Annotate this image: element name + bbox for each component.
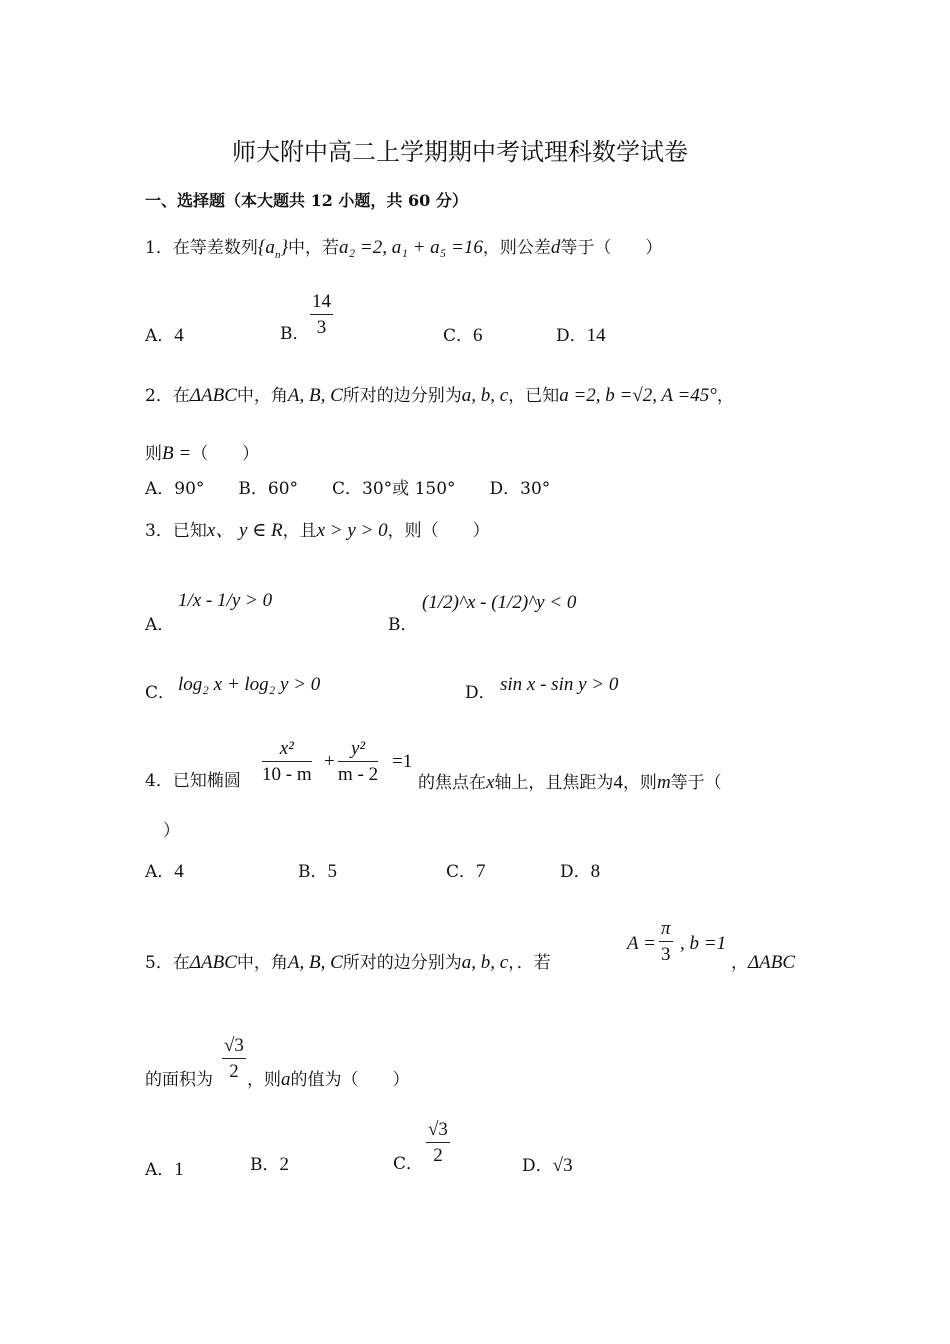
- question-4-lead: 4．已知椭圆: [145, 771, 241, 791]
- option-a[interactable]: A．1: [145, 1159, 184, 1180]
- ellipse-term-x: $\frac{\text{x²}}{10 - m}$: [262, 738, 312, 785]
- condition-formula: a₂ =2, a₁ + a₅ =16: [339, 237, 483, 258]
- question-number: 3．: [145, 521, 173, 541]
- option-d[interactable]: D．14: [556, 325, 606, 346]
- condition-formula: a =2, b =√2, A =45°: [559, 385, 717, 406]
- equals-one: =1: [392, 751, 413, 772]
- sequence-notation: $\{a_n\}$: [257, 237, 289, 261]
- question-number: 1．: [145, 238, 173, 258]
- option-b[interactable]: B．: [388, 615, 418, 635]
- option-a-value: 4: [174, 325, 184, 346]
- question-number: 4．: [145, 771, 173, 791]
- question-3-stem: 3．已知x、 y ∈ R，且x > y > 0，则（ ）: [145, 520, 490, 541]
- question-5-stem-end: ，ΔABC: [731, 952, 796, 973]
- variable-b: B =: [162, 443, 192, 464]
- ellipse-term-y: $\frac{\text{y²}}{m - 2}$: [338, 738, 379, 785]
- triangle-symbol: ΔABC: [189, 952, 237, 973]
- stem-text: ，则公差: [482, 238, 551, 258]
- angle-a-eq: A =: [627, 933, 656, 954]
- option-a-formula: 1/x - 1/y > 0: [178, 590, 273, 611]
- option-a[interactable]: A．4: [145, 861, 184, 882]
- area-fraction: $\frac{√3}{2}$: [224, 1035, 244, 1082]
- option-d-formula: sin x - sin y > 0: [500, 674, 619, 695]
- condition-formula: x > y > 0: [316, 520, 388, 541]
- option-c[interactable]: C．: [393, 1154, 424, 1174]
- question-number: 2．: [145, 386, 173, 406]
- option-a-value: 1: [174, 1159, 184, 1180]
- option-d[interactable]: D．√3: [522, 1155, 573, 1176]
- stem-text: 等于（ ）: [560, 238, 663, 258]
- triangle-symbol: ΔABC: [748, 952, 796, 973]
- variable-x: x: [486, 772, 495, 793]
- option-b-formula: (1/2)^x - (1/2)^y < 0: [422, 592, 577, 613]
- option-d-value: √3: [552, 1155, 573, 1176]
- section-heading: 一、选择题（本大题共 12 小题，共 60 分）: [145, 191, 468, 210]
- question-2-line2: 则B =（ ）: [145, 443, 260, 464]
- stem-text: 在等差数列: [172, 238, 258, 258]
- close-paren: ）: [163, 821, 180, 841]
- sides: a, b, c: [461, 385, 509, 406]
- variable-a: a: [281, 1069, 291, 1090]
- option-d[interactable]: D．8: [560, 861, 601, 882]
- option-b[interactable]: B．: [280, 324, 310, 344]
- question-4-stem-tail: 的焦点在x轴上，且焦距为4，则m等于（: [418, 772, 722, 793]
- option-a[interactable]: A．4: [145, 325, 184, 346]
- variables-xy: x、 y ∈ R: [206, 520, 283, 541]
- page-title: 师大附中高二上学期期中考试理科数学试卷: [232, 138, 688, 166]
- triangle-symbol: ΔABC: [189, 385, 237, 406]
- option-d-value: 14: [586, 325, 606, 346]
- option-c[interactable]: C．7: [446, 861, 486, 882]
- option-a-value: 4: [174, 861, 184, 882]
- focal-length: 4: [613, 772, 623, 793]
- question-number: 5．: [145, 953, 173, 973]
- option-a[interactable]: A．: [145, 615, 175, 635]
- option-c-value: 7: [476, 861, 486, 882]
- question-5-line2: 的面积为 ，则a的值为（ ）: [145, 1069, 410, 1090]
- option-b-value: 5: [327, 861, 337, 882]
- question-1-stem: [145, 238, 662, 261]
- option-c-value: 6: [473, 325, 483, 346]
- option-d[interactable]: D．: [465, 683, 496, 703]
- side-b-eq: , b =1: [680, 933, 727, 954]
- option-b[interactable]: B．5: [298, 861, 337, 882]
- option-c-fraction: $\frac{√3}{2}$: [428, 1119, 448, 1166]
- plus-sign: +: [324, 751, 335, 772]
- stem-text: 中，若: [288, 238, 340, 258]
- option-c-formula: log₂ x + log₂ y > 0: [178, 674, 321, 695]
- question-2-stem: 2．在ΔABC中，角A, B, C所对的边分别为a, b, c，已知a =2, b =√2, A =45°，: [145, 385, 734, 406]
- sides: a, b, c: [461, 952, 509, 973]
- angles: A, B, C: [287, 385, 343, 406]
- option-c[interactable]: C．: [145, 683, 176, 703]
- option-d-value: 8: [590, 861, 601, 882]
- option-b-fraction: $\frac{14}{3}$: [312, 291, 331, 338]
- question-5-stem: 5．在ΔABC中，角A, B, C所对的边分别为a, b, c，．若: [145, 952, 551, 973]
- option-b[interactable]: B．2: [250, 1154, 289, 1175]
- variable-d: d: [550, 237, 561, 258]
- question-2-options[interactable]: A．90° B．60° C．30°或 150° D．30°: [145, 479, 551, 499]
- option-b-value: 2: [279, 1154, 289, 1175]
- variable-m: m: [656, 772, 671, 793]
- option-c[interactable]: C．6: [443, 325, 483, 346]
- angles: A, B, C: [287, 952, 343, 973]
- pi-over-three: $\frac{\pi}{3}$: [661, 918, 671, 965]
